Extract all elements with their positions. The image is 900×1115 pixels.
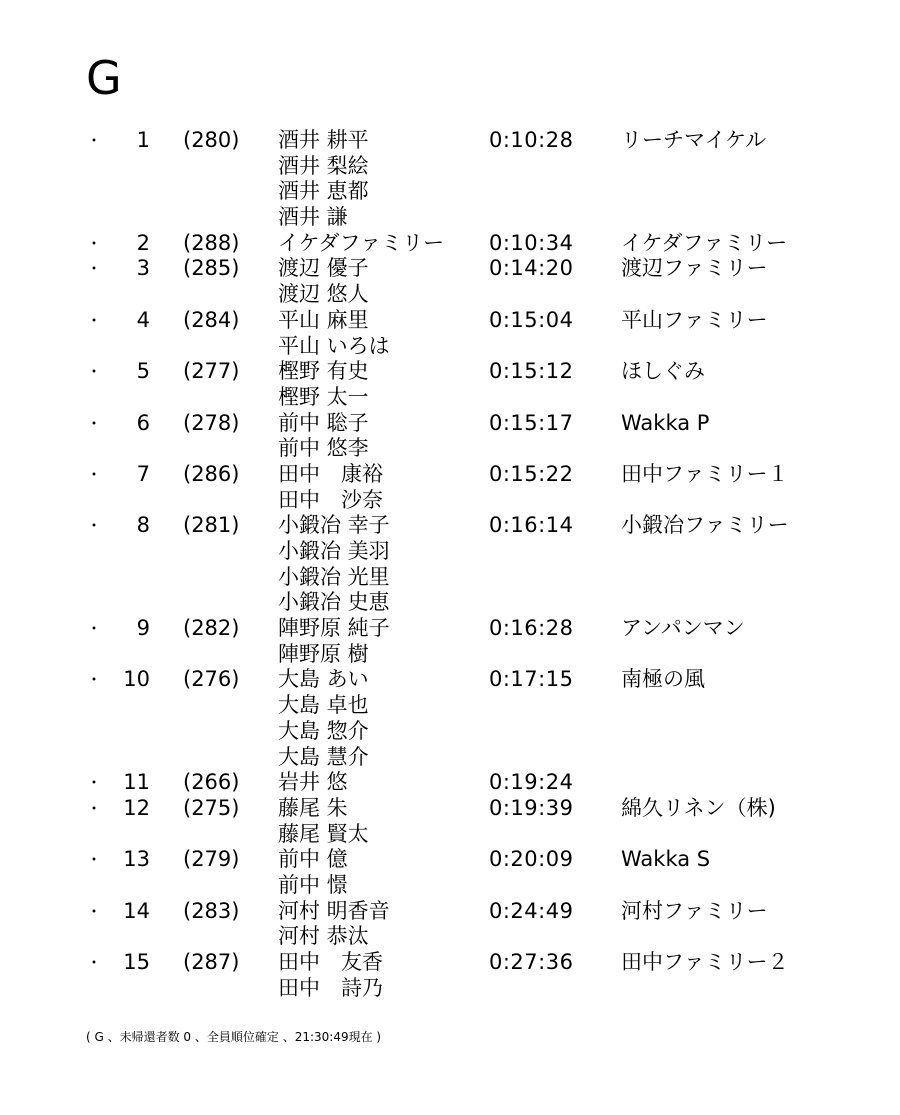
member-list [278, 899, 478, 950]
team-name: 田中ファミリー２ [621, 950, 789, 974]
result-entry [0, 359, 900, 410]
bib-number: (285) [183, 256, 240, 281]
rank: 13 [123, 847, 150, 872]
member-name: 小鍛冶 美羽 [278, 539, 390, 563]
finish-time: 0:10:34 [489, 230, 574, 255]
member-list [278, 231, 478, 257]
bib-number: (276) [183, 667, 240, 692]
member-name: 渡辺 優子 [278, 256, 369, 281]
member-name: 藤尾 賢太 [278, 821, 369, 846]
member-name: 藤尾 朱 [278, 795, 348, 820]
finish-time: 0:14:20 [489, 256, 574, 281]
team-name: ほしぐみ [621, 359, 705, 384]
rank: 11 [123, 770, 150, 795]
bib-number: (281) [183, 513, 240, 538]
member-name: 河村 恭汰 [278, 924, 369, 949]
member-list [278, 847, 478, 898]
rank: 14 [123, 898, 150, 923]
bib-number: (282) [183, 616, 240, 641]
rank: 10 [123, 667, 150, 692]
result-entry [0, 667, 900, 770]
bullet-marker: ・ [86, 619, 103, 639]
member-list [278, 796, 478, 847]
member-name: 小鍛冶 光里 [278, 564, 390, 589]
member-list [278, 256, 478, 307]
finish-time: 0:10:28 [489, 128, 574, 152]
bullet-marker: ・ [86, 516, 103, 536]
member-list [278, 411, 478, 462]
member-name: 陣野原 樹 [278, 641, 369, 666]
result-entry [0, 513, 900, 616]
bullet-marker: ・ [86, 953, 103, 972]
results-list [0, 128, 900, 1001]
member-name: 酒井 謙 [278, 205, 348, 230]
team-name: イケダファミリー [621, 230, 788, 255]
result-entry [0, 770, 900, 796]
result-entry [0, 616, 900, 667]
bib-number: (266) [183, 770, 240, 795]
result-entry [0, 231, 900, 257]
member-name: 大島 卓也 [278, 693, 369, 718]
finish-time: 0:19:39 [489, 795, 574, 820]
category-heading: G [86, 51, 122, 105]
team-name: 小鍛冶ファミリー [621, 513, 789, 538]
bullet-marker: ・ [86, 773, 103, 793]
result-entry [0, 950, 900, 1001]
bullet-marker: ・ [86, 131, 103, 150]
result-entry [0, 308, 900, 359]
member-name: 大島 慧介 [278, 744, 369, 769]
member-name: 大島 惣介 [278, 718, 369, 743]
team-name: アンパンマン [621, 616, 745, 641]
bib-number: (284) [183, 307, 240, 332]
finish-time: 0:15:22 [489, 461, 574, 486]
finish-time: 0:15:04 [489, 307, 574, 332]
rank: 15 [123, 950, 150, 974]
member-list [278, 770, 478, 796]
team-name: 渡辺ファミリー [621, 256, 768, 281]
member-name: 前中 億 [278, 847, 348, 872]
rank: 8 [136, 513, 150, 538]
result-entry [0, 796, 900, 847]
member-list [278, 950, 478, 1001]
finish-time: 0:16:14 [489, 513, 574, 538]
member-name: 樫野 有史 [278, 359, 369, 384]
result-entry [0, 899, 900, 950]
rank: 4 [136, 307, 150, 332]
status-footnote: ( G 、未帰還者数 0 、全員順位確定 、21:30:49現在 ) [86, 1030, 382, 1044]
member-name: 酒井 梨絵 [278, 153, 369, 178]
team-name: Wakka S [621, 847, 711, 872]
finish-time: 0:16:28 [489, 616, 574, 641]
bullet-marker: ・ [86, 413, 103, 433]
bib-number: (279) [183, 847, 240, 872]
bullet-marker: ・ [86, 362, 103, 382]
finish-time: 0:19:24 [489, 770, 574, 795]
bib-number: (275) [183, 795, 240, 820]
member-list [278, 667, 478, 770]
team-name: 田中ファミリー１ [621, 461, 789, 486]
result-entry [0, 128, 900, 231]
bib-number: (288) [183, 230, 240, 255]
member-list [278, 616, 478, 667]
member-name: 田中 友香 [278, 950, 383, 974]
member-name: 田中 沙奈 [278, 487, 383, 512]
bullet-marker: ・ [86, 670, 103, 690]
bullet-marker: ・ [86, 233, 103, 253]
bullet-marker: ・ [86, 901, 103, 921]
bullet-marker: ・ [86, 798, 103, 818]
rank: 7 [136, 461, 150, 486]
member-name: 陣野原 純子 [278, 616, 390, 641]
member-name: 河村 明香音 [278, 898, 390, 923]
member-list [278, 308, 478, 359]
finish-time: 0:24:49 [489, 898, 574, 923]
team-name: 綿久リネン（株) [621, 795, 776, 820]
member-name: 平山 いろは [278, 333, 390, 358]
finish-time: 0:15:12 [489, 359, 574, 384]
member-name: 田中 詩乃 [278, 975, 383, 1000]
bib-number: (286) [183, 461, 240, 486]
bib-number: (280) [183, 128, 240, 152]
finish-time: 0:20:09 [489, 847, 574, 872]
bib-number: (287) [183, 950, 240, 974]
member-name: 樫野 太一 [278, 384, 369, 409]
bullet-marker: ・ [86, 310, 103, 330]
member-name: 岩井 悠 [278, 770, 348, 795]
result-entry [0, 847, 900, 898]
team-name: Wakka P [621, 410, 710, 435]
result-entry [0, 411, 900, 462]
finish-time: 0:15:17 [489, 410, 574, 435]
member-list [278, 513, 478, 616]
member-name: 渡辺 悠人 [278, 282, 369, 307]
rank: 12 [123, 795, 150, 820]
bib-number: (283) [183, 898, 240, 923]
rank: 2 [136, 230, 150, 255]
member-name: 田中 康裕 [278, 461, 383, 486]
member-name: 酒井 耕平 [278, 128, 369, 152]
finish-time: 0:27:36 [489, 950, 574, 974]
member-name: イケダファミリー [278, 230, 445, 255]
member-list [278, 462, 478, 513]
bullet-marker: ・ [86, 464, 103, 484]
bullet-marker: ・ [86, 259, 103, 279]
member-list [278, 359, 478, 410]
member-name: 前中 憬 [278, 872, 348, 897]
rank: 5 [136, 359, 150, 384]
member-name: 前中 聡子 [278, 410, 369, 435]
rank: 9 [136, 616, 150, 641]
team-name: 平山ファミリー [621, 307, 768, 332]
bib-number: (278) [183, 410, 240, 435]
bullet-marker: ・ [86, 850, 103, 870]
member-name: 酒井 恵都 [278, 179, 369, 204]
result-entry [0, 256, 900, 307]
team-name: 河村ファミリー [621, 898, 768, 923]
member-name: 大島 あい [278, 667, 369, 692]
member-name: 平山 麻里 [278, 307, 369, 332]
member-name: 小鍛冶 史恵 [278, 590, 390, 615]
team-name: リーチマイケル [621, 128, 767, 152]
rank: 1 [136, 128, 150, 152]
finish-time: 0:17:15 [489, 667, 574, 692]
bib-number: (277) [183, 359, 240, 384]
result-entry [0, 462, 900, 513]
rank: 3 [136, 256, 150, 281]
rank: 6 [136, 410, 150, 435]
member-list [278, 128, 478, 231]
member-name: 小鍛冶 幸子 [278, 513, 390, 538]
team-name: 南極の風 [621, 667, 705, 692]
member-name: 前中 悠李 [278, 436, 369, 461]
